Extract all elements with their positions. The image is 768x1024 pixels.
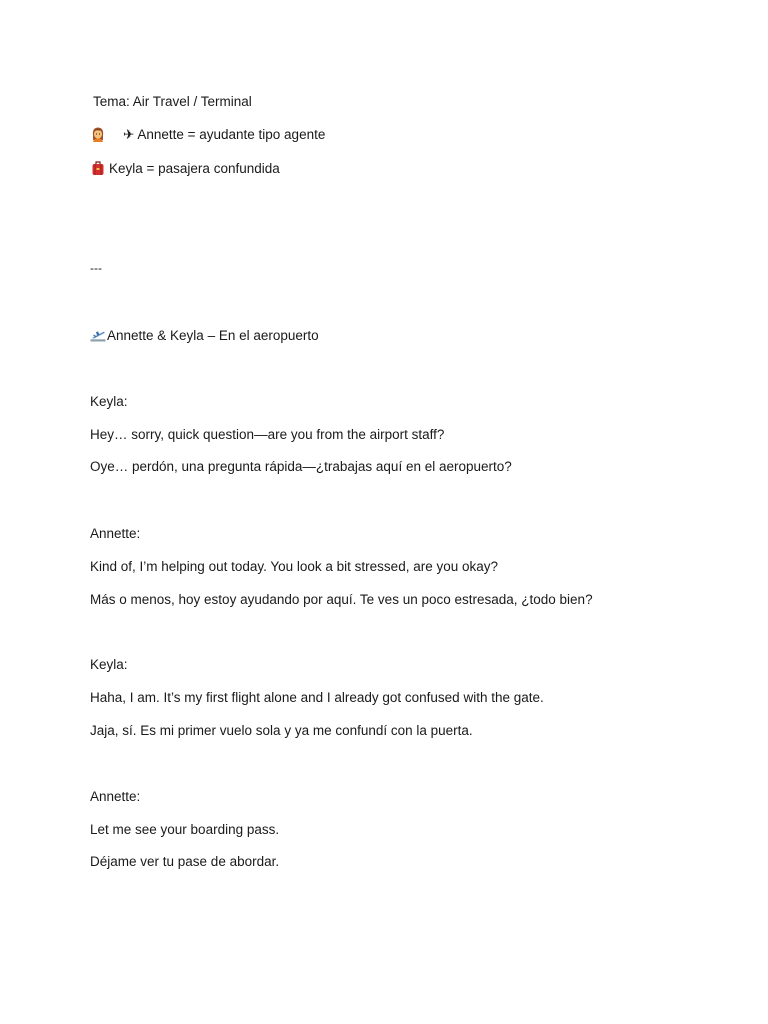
speaker-label: Keyla: (90, 394, 128, 409)
annette-role-line (90, 126, 325, 144)
airplane-departure-icon (90, 327, 106, 343)
dialogue-english: Hey… sorry, quick question—are you from the airport staff? (90, 427, 445, 442)
speaker-label: Keyla: (90, 657, 128, 672)
section-title-text: Annette & Keyla – En el aeropuerto (107, 328, 319, 343)
topic-line (93, 93, 252, 111)
airplane-icon: ✈ (123, 127, 135, 142)
section-title-line (90, 327, 319, 345)
woman-emoji-icon (90, 126, 106, 142)
dialogue-spanish: Más o menos, hoy estoy ayudando por aquí. Te ves un poco estresada, ¿todo bien? (90, 592, 593, 607)
dialogue-english: Kind of, I’m helping out today. You look a bit stressed, are you okay? (90, 559, 499, 574)
keyla-role-line (90, 160, 280, 178)
speaker-label: Annette: (90, 526, 141, 541)
topic-text: Tema: Air Travel / Terminal (93, 94, 252, 109)
keyla-role-text: Keyla = pasajera confundida (109, 161, 280, 176)
dialogue-spanish: Oye… perdón, una pregunta rápida—¿trabajas aquí en el aeropuerto? (90, 459, 512, 474)
separator: --- (90, 261, 102, 275)
dialogue-english: Let me see your boarding pass. (90, 822, 280, 837)
dialogue-spanish: Déjame ver tu pase de abordar. (90, 854, 280, 869)
dialogue-spanish: Jaja, sí. Es mi primer vuelo sola y ya me confundí con la puerta. (90, 723, 473, 738)
luggage-emoji-icon (90, 160, 106, 176)
annette-role-text: Annette = ayudante tipo agente (137, 127, 326, 142)
speaker-label: Annette: (90, 789, 141, 804)
dialogue-english: Haha, I am. It’s my first flight alone and I already got confused with the gate. (90, 690, 544, 705)
